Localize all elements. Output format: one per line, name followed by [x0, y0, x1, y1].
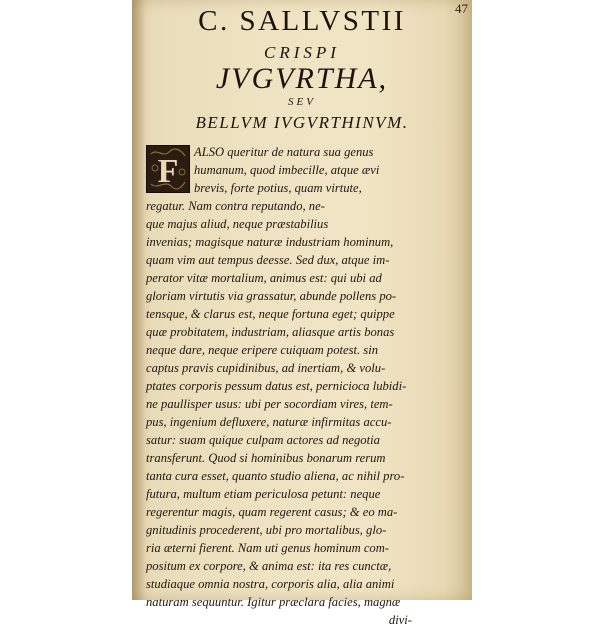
body-line: regatur. Nam contra reputando, ne-: [146, 199, 325, 213]
initial-letter: F: [157, 153, 179, 190]
body-line: ALSO queritur de natura sua genus: [194, 145, 374, 159]
body-line: brevis, forte potius, quam virtute,: [194, 181, 362, 195]
running-title: C. SALLVSTII: [198, 5, 406, 37]
book-page: [132, 0, 472, 627]
body-line: naturam sequuntur. Igitur præclara facies, magnæ: [146, 595, 401, 609]
body-line: regerentur magis, quam regerent casus; & eo ma-: [146, 505, 398, 519]
body-line: gloriam virtutis via grassatur, abunde pollens po-: [146, 289, 397, 303]
body-line: ria æterni fierent. Nam uti genus hominum com-: [146, 541, 389, 555]
subtitle-crispi: CRISPI: [264, 43, 340, 62]
body-line: ne paullisper usus: ubi per socordiam vires, tem-: [146, 397, 393, 411]
body-line: pus, ingenium defluxere, naturæ infirmitas accu-: [146, 415, 392, 429]
body-line: quæ probitatem, industriam, aliasque artis bonas: [146, 325, 395, 339]
subtitle-bellum: BELLVM IVGVRTHINVM.: [195, 113, 409, 132]
body-line: perator vitæ mortalium, animus est: qui ubi ad: [146, 271, 382, 285]
body-line: invenias; magisque naturæ industriam hominum,: [146, 235, 394, 249]
decorated-initial-icon: [146, 145, 190, 193]
subtitle-jugurtha: JVGVRTHA,: [215, 62, 389, 95]
body-line: neque dare, neque eripere cuiquam potest. sin: [146, 343, 378, 357]
body-line: que majus aliud, neque præstabilius: [146, 217, 329, 231]
body-line: transferunt. Quod si hominibus bonarum rerum: [146, 451, 386, 465]
body-text: [146, 143, 418, 629]
subtitle-sev: SEV: [288, 96, 316, 108]
body-line: tanta cura esset, quanto studio aliena, ac nihil pro-: [146, 469, 405, 483]
body-line: positum ex corpore, & anima est: ita res cunctæ,: [146, 559, 392, 573]
body-line: captus pravis cupidinibus, ad inertiam, & volu-: [146, 361, 386, 375]
body-line: gnitudinis procederent, ubi pro mortalibus, glo-: [146, 523, 387, 537]
body-line: divi-: [388, 613, 412, 627]
body-line: humanum, quod imbecille, atque ævi: [194, 163, 380, 177]
body-line: futura, multum etiam periculosa petunt: neque: [146, 487, 381, 501]
body-line: quam vim aut tempus deesse. Sed dux, atque im-: [146, 253, 390, 267]
body-line: satur: suam quique culpam actores ad negotia: [146, 433, 380, 447]
page-number: 47: [455, 1, 468, 16]
body-line: ptates corporis pessum datus est, pernicioса lubidi-: [146, 379, 407, 393]
body-line: tensque, & clarus est, neque fortuna eget; quippe: [146, 307, 395, 321]
body-line: studiaque omnia nostra, corporis alia, alia animi: [146, 577, 395, 591]
